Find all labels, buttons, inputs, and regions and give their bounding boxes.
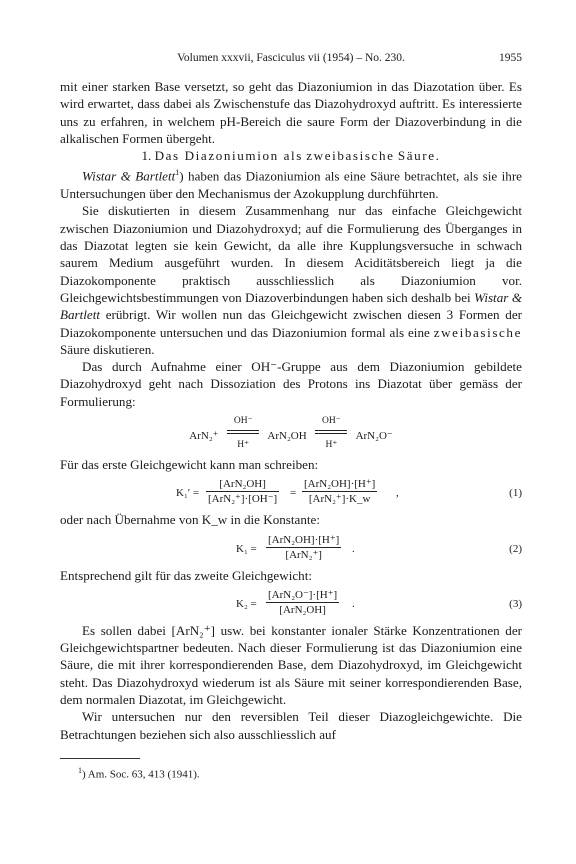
equation-number: (3) xyxy=(509,597,522,610)
footnote-text: ) Am. Soc. 63, 413 (1941). xyxy=(82,768,200,781)
arrow-label-top: OH⁻ xyxy=(233,416,253,426)
numerator: [ArN₂O⁻]·[H⁺] xyxy=(268,588,338,601)
equation-number: (1) xyxy=(509,487,522,500)
equals-sign: = xyxy=(290,487,297,500)
species-diazonium: ArN₂⁺ xyxy=(189,430,219,443)
paragraph: Das durch Aufnahme einer OH⁻-Gruppe aus dem Diazoniumion gebildete Diazohydroxyd geht nach Dissoziation des Protons ins Diazotat über gemäss der Formulierung: xyxy=(60,359,522,409)
numerator: [ArN₂OH]·[H⁺] xyxy=(268,533,340,546)
denominator: [ArN₂⁺]·K_w xyxy=(308,493,371,506)
arrow-label-top: OH⁻ xyxy=(322,416,341,426)
footnote xyxy=(78,766,200,781)
section-title-emph: zweibasische xyxy=(306,148,395,164)
equation-punct: , xyxy=(396,487,399,500)
fraction xyxy=(302,477,377,506)
equation-punct: . xyxy=(352,597,355,610)
reaction-scheme xyxy=(60,414,522,454)
page-number: 1955 xyxy=(499,52,522,64)
arrow-label-bottom: H⁺ xyxy=(325,440,338,450)
numerator: [ArN₂OH]·[H⁺] xyxy=(304,478,376,491)
paragraph: oder nach Übernahme von K_w in die Konstante: xyxy=(60,512,320,528)
paragraph: Für das erste Gleichgewicht kann man schreiben: xyxy=(60,457,319,472)
paragraph-text: ) haben das Diazoniumion als eine Säure betrachtet, als sie ihre Untersuchungen über den Mechanismus der Azokupplung durchführten. xyxy=(60,168,522,202)
paragraph: Entsprechend gilt für das zweite Gleichgewicht: xyxy=(60,567,312,583)
author-names: Wistar & Bartlett xyxy=(60,289,522,323)
paragraph-text: erübrigt. Wir wollen nun das Gleichgewicht zwischen diesen 3 Formen der Diazokomponente untersuchen und das Diazoniumion formal als eine xyxy=(60,307,522,340)
equation-lhs: K₁′ = xyxy=(176,487,200,500)
fraction xyxy=(206,477,279,506)
paragraph: Es sollen dabei [ArN₂⁺] usw. bei konstanter ionaler Stärke Konzentrationen der Gleichgewichtspartner bedeuten. Nach dieser Formulierung ist das Diazoniumion eine Säure, die mit ihrer korrespondierenden Base, dem Diazohydroxyd, im Gleichgewicht steht. Das Diazohydroxyd wiederum ist als Säure mit seiner korrespondierenden Base, dem normalen Diazotat, im Gleichgewicht. xyxy=(60,622,522,708)
equation-number: (2) xyxy=(509,542,522,555)
equation-1 xyxy=(60,475,522,509)
paragraph-text: Sie diskutierten in diesem Zusammenhang nur das einfache Gleichgewicht zwischen Diazoniumion und Diazohydroxyd; auf die Formulierung des Überganges in das Diazotat legten sie kein Gewicht, da alle ihre Kupplungsversuche in schwach saurem Medium ausgeführt wurden. In diesem Aciditätsbereich liegt ja die Diazokomponente praktisch ausschliesslich als Diazoniumion vor. Gleichgewichtsbestimmungen von Diazoverbindungen haben sich deshalb bei xyxy=(60,203,522,305)
equation-lhs: K₁ = xyxy=(236,542,257,555)
paragraph: Wir untersuchen nur den reversiblen Teil dieser Diazogleichgewichte. Die Betrachtungen beziehen sich also ausschliesslich auf xyxy=(60,709,522,742)
section-number: 1. xyxy=(141,148,152,164)
spaced-word: zweibasische xyxy=(433,324,522,340)
species-diazotate: ArN₂O⁻ xyxy=(355,430,393,443)
paragraph-text: Säure diskutieren. xyxy=(60,341,155,357)
running-title: Volumen xxxvii, Fasciculus vii (1954) – No. 230. xyxy=(177,52,405,64)
equilibrium-arrow xyxy=(315,416,347,450)
fraction xyxy=(266,533,341,562)
footnote-marker: 1 xyxy=(78,766,82,775)
article-body xyxy=(60,78,522,743)
arrow-label-bottom: H⁺ xyxy=(237,440,250,450)
numerator: [ArN₂OH] xyxy=(206,477,279,492)
denominator: [ArN₂⁺]·[OH⁻] xyxy=(208,493,278,506)
equation-3 xyxy=(60,586,522,620)
section-title-part: Das Diazoniumion als xyxy=(154,148,303,164)
denominator: [ArN₂OH] xyxy=(279,603,326,616)
fraction xyxy=(266,588,339,617)
footnote-divider xyxy=(60,758,140,759)
footnote-ref: 1 xyxy=(175,168,180,178)
species-diazohydroxide: ArN₂OH xyxy=(267,430,307,443)
paragraph xyxy=(60,202,522,358)
equation-punct: . xyxy=(352,542,355,555)
section-title-part: Säure. xyxy=(397,148,441,164)
author-names: Wistar & Bartlett xyxy=(82,168,176,184)
section-heading xyxy=(60,147,522,164)
paragraph xyxy=(60,164,522,202)
equation-2 xyxy=(60,531,522,565)
denominator: [ArN₂⁺] xyxy=(285,548,322,561)
paragraph: mit einer starken Base versetzt, so geht das Diazoniumion in das Diazotation über. Es wird erwartet, dass dabei als Zwischenstufe das Diazohydroxyd auftritt. Es interessierte uns zu erfahren, in welchem pH-Bereich die saure Form der Diazoverbindung in die alkalischen Formen übergeht. xyxy=(60,79,522,146)
equation-lhs: K₂ = xyxy=(236,597,257,610)
running-header xyxy=(60,52,522,68)
equilibrium-arrow xyxy=(227,416,259,450)
